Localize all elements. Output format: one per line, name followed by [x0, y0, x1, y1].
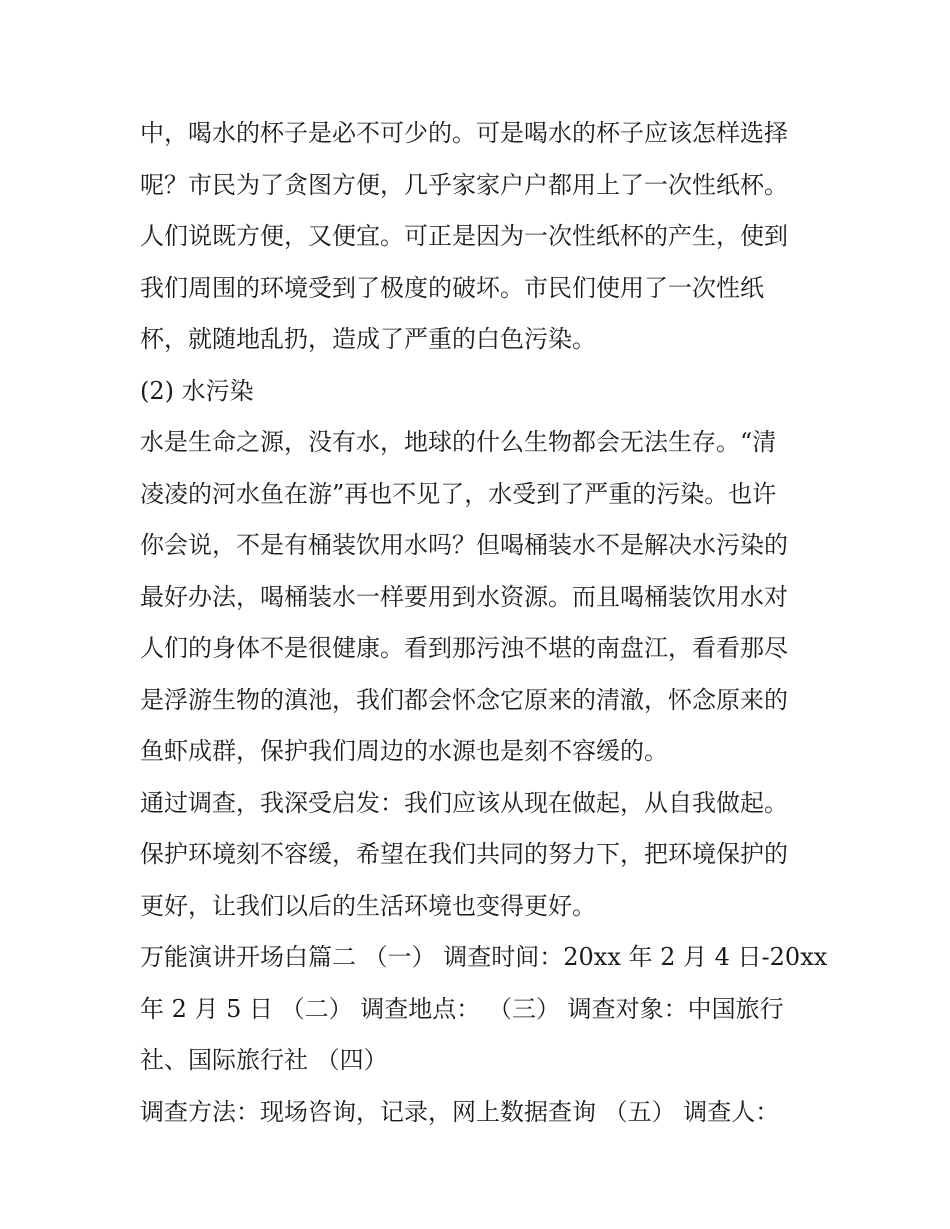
text-line: 你会说，不是有桶装饮用水吗？但喝桶装水不是解决水污染的	[140, 531, 788, 559]
text-line: 水是生命之源，没有水，地球的什么生物都会无法生存。“清	[140, 428, 777, 456]
text-line: 是浮游生物的滇池，我们都会怀念它原来的清澈，怀念原来的	[140, 685, 788, 714]
text-line: 杯，就随地乱扔，造成了严重的白色污染。	[140, 325, 596, 353]
text-line: 社、国际旅行社 （四）	[140, 1046, 388, 1074]
text-line: 人们的身体不是很健康。看到那污浊不堪的南盘江，看看那尽	[140, 634, 788, 662]
text-line: 中，喝水的杯子是必不可少的。可是喝水的杯子应该怎样选择	[140, 119, 788, 147]
text-line: 呢？市民为了贪图方便，几乎家家户户都用上了一次性纸杯。	[140, 170, 788, 199]
document-body	[140, 108, 828, 1138]
text-line: 最好办法，喝桶装水一样要用到水资源。而且喝桶装饮用水对	[140, 582, 788, 611]
text-line: 更好，让我们以后的生活环境也变得更好。	[140, 891, 596, 920]
text-line: 凌凌的河水鱼在游”再也不见了，水受到了严重的污染。也许	[140, 479, 777, 508]
text-line: 年 2 月 5 日 （二） 调查地点： （三） 调查对象：中国旅行	[140, 994, 784, 1023]
text-line: 保护环境刻不容缓，希望在我们共同的努力下，把环境保护的	[140, 840, 788, 868]
text-line: 人们说既方便，又便宜。可正是因为一次性纸杯的产生，使到	[140, 222, 788, 250]
text-line: 我们周围的环境受到了极度的破坏。市民们使用了一次性纸	[140, 273, 764, 302]
text-line: 通过调查，我深受启发：我们应该从现在做起，从自我做起。	[140, 788, 788, 817]
text-line: 万能演讲开场白篇二 （一） 调查时间：20xx 年 2 月 4 日-20xx	[140, 943, 828, 971]
text-line: 调查方法：现场咨询，记录，网上数据查询 （五） 调查人：	[140, 1097, 780, 1126]
text-line: 鱼虾成群，保护我们周边的水源也是刻不容缓的。	[140, 737, 668, 765]
section-heading: (2) 水污染	[140, 376, 254, 405]
